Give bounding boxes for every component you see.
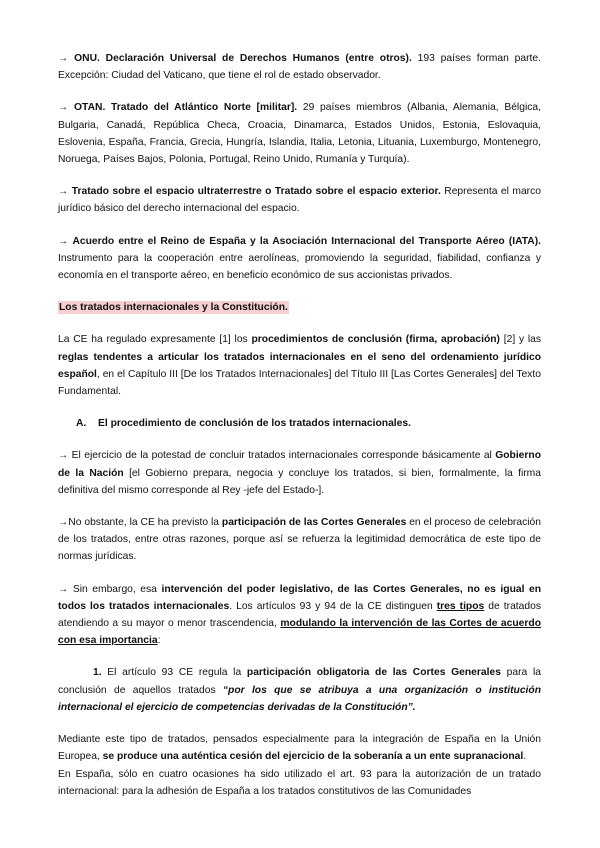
heading-a xyxy=(58,415,541,432)
paragraph-mediante xyxy=(58,731,541,765)
arrow-icon: → xyxy=(58,517,69,529)
potestad-text-1: El ejercicio de la potestad de concluir tratados internacionales corresponde básicamente al xyxy=(68,450,496,462)
art93-number: 1. xyxy=(93,667,102,679)
onu-text: 193 países forman parte. Excepción: Ciudad del Vaticano, que tiene el rol de estado observador. xyxy=(58,53,541,82)
ce-bold-1: procedimientos de conclusión (firma, aprobación) xyxy=(251,334,500,346)
paragraph-art93 xyxy=(58,664,541,716)
paragraph-no-obstante xyxy=(58,514,541,566)
no-obstante-bold-1: participación de las Cortes Generales xyxy=(221,517,407,529)
art93-text-1: El artículo 93 CE regula la xyxy=(101,667,247,679)
mediante-text-2: . xyxy=(523,751,527,763)
arrow-icon: → xyxy=(58,450,69,462)
paragraph-otan xyxy=(58,99,541,168)
heading-a-text: El procedimiento de conclusión de los tratados internacionales. xyxy=(98,418,411,430)
paragraph-potestad xyxy=(58,447,541,499)
arrow-icon: → xyxy=(58,102,69,114)
sin-embargo-underline-1: tres tipos xyxy=(436,600,485,612)
otan-title: OTAN. Tratado del Atlántico Norte [militar]. xyxy=(74,102,298,114)
document-page xyxy=(58,50,541,800)
mediante-text-1: Mediante este tipo de tratados, pensados especialmente para la integración de España en la Unión Europea, xyxy=(58,734,541,763)
arrow-icon: → xyxy=(58,235,69,247)
onu-title: ONU. Declaración Universal de Derechos Humanos (entre otros). xyxy=(74,53,412,64)
ce-bold-2: reglas tendentes a articular los tratados internacionales en el seno del ordenamiento jurídico español xyxy=(58,351,541,380)
art93-bold-1: participación obligatoria de las Cortes Generales xyxy=(246,667,501,679)
arrow-icon: → xyxy=(58,53,69,64)
sin-embargo-text-2: . Los artículos 93 y 94 de la CE distinguen xyxy=(229,600,437,612)
paragraph-ce xyxy=(58,331,541,400)
paragraph-espacio xyxy=(58,183,541,217)
sin-embargo-bold-1: intervención del poder legislativo, de las Cortes Generales, no es igual en todos los tratados internacionales xyxy=(58,583,541,612)
paragraph-onu xyxy=(58,50,541,84)
art93-text-2: para la conclusión de aquellos tratados xyxy=(58,667,541,696)
ce-text-3: , en el Capítulo III [De los Tratados Internacionales] del Título III [Las Cortes Generales] del Texto Fundamental. xyxy=(58,368,541,398)
paragraph-espana xyxy=(58,766,541,800)
sin-embargo-underline-2: modulando la intervención de las Cortes de acuerdo con esa importancia xyxy=(58,618,541,647)
arrow-icon: → xyxy=(58,583,69,595)
potestad-bold-1: Gobierno de la Nación xyxy=(58,450,541,479)
no-obstante-text-2: en el proceso de celebración de los tratados, entre otras razones, porque así se refuerza la legitimidad democrática de este tipo de normas jurídicas. xyxy=(58,517,541,563)
espana-text: En España, sólo en cuatro ocasiones ha sido utilizado el art. 93 para la autorización de un tratado internacional: para la adhesión de España a los tratados constitutivos de las Comunidades xyxy=(58,768,541,797)
ce-text-2: [2] y las xyxy=(499,334,542,346)
otan-text: 29 países miembros (Albania, Alemania, Bélgica, Bulgaria, Canadá, República Checa, Croacia, Dinamarca, Estados Unidos, Estonia, Eslovaquia, Eslovenia, España, Francia, Grecia, Hungría, Islandia, Italia, Letonia, Lituania, Luxemburgo, Montenegro, Noruega, Países Bajos, Polonia, Portugal, Reino Unido, Rumanía y Turquía). xyxy=(58,102,541,166)
section-title xyxy=(58,299,541,316)
sin-embargo-text-1: Sin embargo, esa xyxy=(68,583,162,595)
arrow-icon: → xyxy=(58,186,69,198)
paragraph-sin-embargo xyxy=(58,581,541,650)
sin-embargo-text-3: de tratados atendiendo a su mayor o menor trascendencia, xyxy=(58,600,541,630)
heading-a-letter: A. xyxy=(76,418,87,430)
espacio-title: Tratado sobre el espacio ultraterrestre o Tratado sobre el espacio exterior. xyxy=(71,186,441,198)
iata-text: Instrumento para la cooperación entre aerolíneas, promoviendo la seguridad, fiabilidad, confianza y economía en el transporte aéreo, en beneficio económico de sus accionistas privados. xyxy=(58,252,541,282)
art93-quote: “por los que se atribuya a una organización o institución internacional el ejercicio de competencias derivadas de la Constitución”. xyxy=(58,684,541,713)
iata-title: Acuerdo entre el Reino de España y la Asociación Internacional del Transporte Aéreo (IATA). xyxy=(72,235,541,247)
section-title-highlight: Los tratados internacionales y la Constitución. xyxy=(59,302,288,314)
potestad-text-2: [el Gobierno prepara, negocia y concluye los tratados, si bien, formalmente, la firma definitiva del mismo corresponde al Rey -jefe del Estado-]. xyxy=(58,467,541,496)
mediante-bold-1: se produce una auténtica cesión del ejercicio de la soberanía a un ente supranacional xyxy=(102,751,524,763)
espacio-text: Representa el marco jurídico básico del derecho internacional del espacio. xyxy=(58,186,541,215)
sin-embargo-text-4: : xyxy=(157,635,161,647)
no-obstante-text-1: No obstante, la CE ha previsto la xyxy=(68,517,222,529)
ce-text-1: La CE ha regulado expresamente [1] los xyxy=(58,334,252,346)
paragraph-iata xyxy=(58,233,541,285)
